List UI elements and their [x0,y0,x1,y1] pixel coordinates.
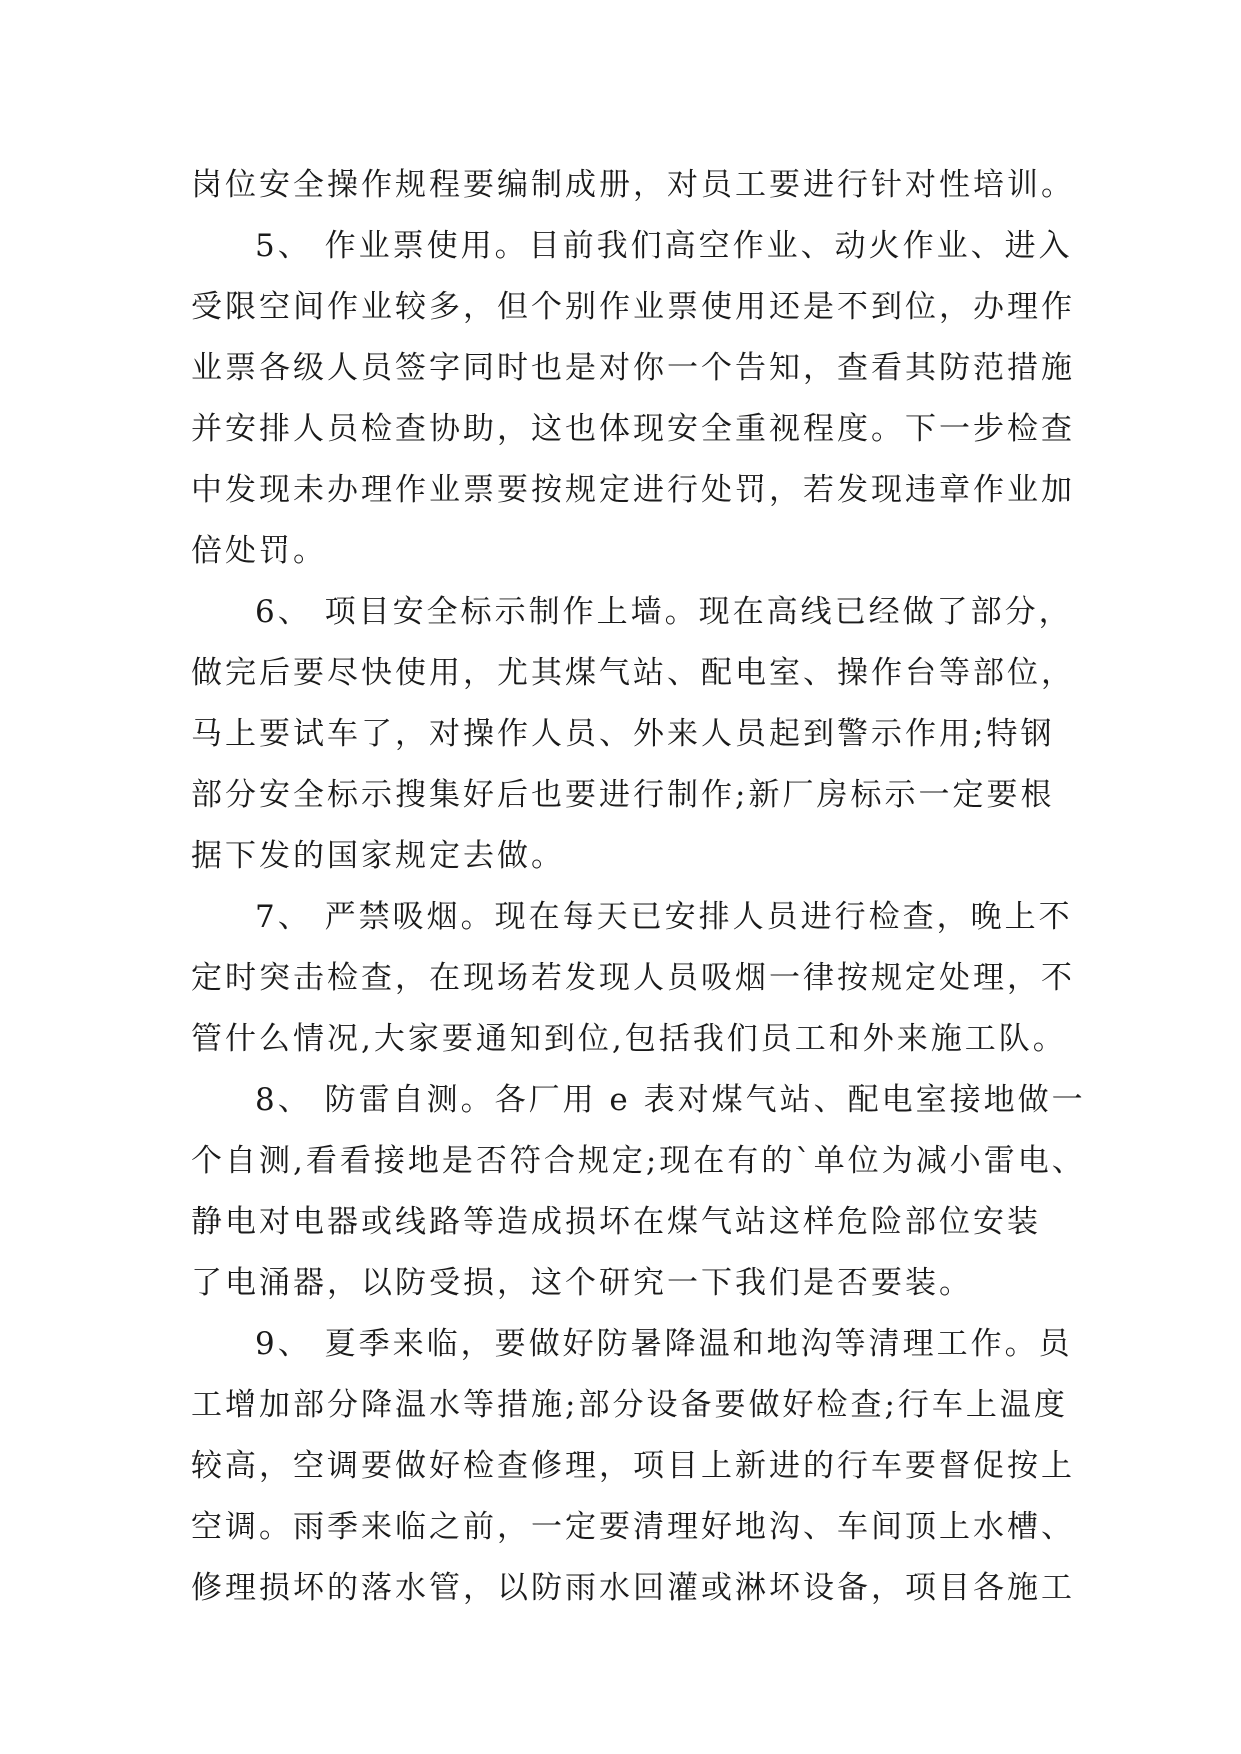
item-6-heading-line: 6、 项目安全标示制作上墙。现在高线已经做了部分， [255,594,1073,630]
text-line: 中发现未办理作业票要按规定进行处罚，若发现违章作业加 [191,472,1075,508]
item-8-heading-line: 8、 防雷自测。各厂用 e 表对煤气站、配电室接地做一 [255,1082,1086,1118]
text-line: 部分安全标示搜集好后也要进行制作;新厂房标示一定要根 [191,777,1055,813]
text-line: 较高，空调要做好检查修理，项目上新进的行车要督促按上 [191,1448,1075,1484]
text-line: 据下发的国家规定去做。 [191,838,565,874]
item-9-heading-line: 9、 夏季来临，要做好防暑降温和地沟等清理工作。员 [255,1326,1073,1362]
text-line: 空调。雨季来临之前，一定要清理好地沟、车间顶上水槽、 [191,1509,1075,1545]
text-line: 做完后要尽快使用，尤其煤气站、配电室、操作台等部位， [191,655,1075,691]
text-line: 马上要试车了，对操作人员、外来人员起到警示作用;特钢 [191,716,1055,752]
text-line: 受限空间作业较多，但个别作业票使用还是不到位，办理作 [191,289,1075,325]
document-body [191,155,1086,1619]
item-5-heading-line: 5、 作业票使用。目前我们高空作业、动火作业、进入 [255,228,1073,264]
text-line: 工增加部分降温水等措施;部分设备要做好检查;行车上温度 [191,1387,1068,1423]
text-line: 静电对电器或线路等造成损坏在煤气站这样危险部位安装 [191,1204,1041,1240]
text-line: 了电涌器，以防受损，这个研究一下我们是否要装。 [191,1265,973,1301]
text-line: 管什么情况,大家要通知到位,包括我们员工和外来施工队。 [191,1021,1067,1057]
text-line: 倍处罚。 [191,533,327,569]
text-line: 定时突击检查，在现场若发现人员吸烟一律按规定处理，不 [191,960,1075,996]
text-line: 岗位安全操作规程要编制成册，对员工要进行针对性培训。 [191,167,1075,203]
text-line: 业票各级人员签字同时也是对你一个告知，查看其防范措施 [191,350,1075,386]
text-line: 个自测,看看接地是否符合规定;现在有的`单位为减小雷电、 [191,1143,1086,1179]
text-line: 修理损坏的落水管，以防雨水回灌或淋坏设备，项目各施工 [191,1570,1075,1606]
text-line: 并安排人员检查协助，这也体现安全重视程度。下一步检查 [191,411,1075,447]
item-7-heading-line: 7、 严禁吸烟。现在每天已安排人员进行检查，晚上不 [255,899,1073,935]
